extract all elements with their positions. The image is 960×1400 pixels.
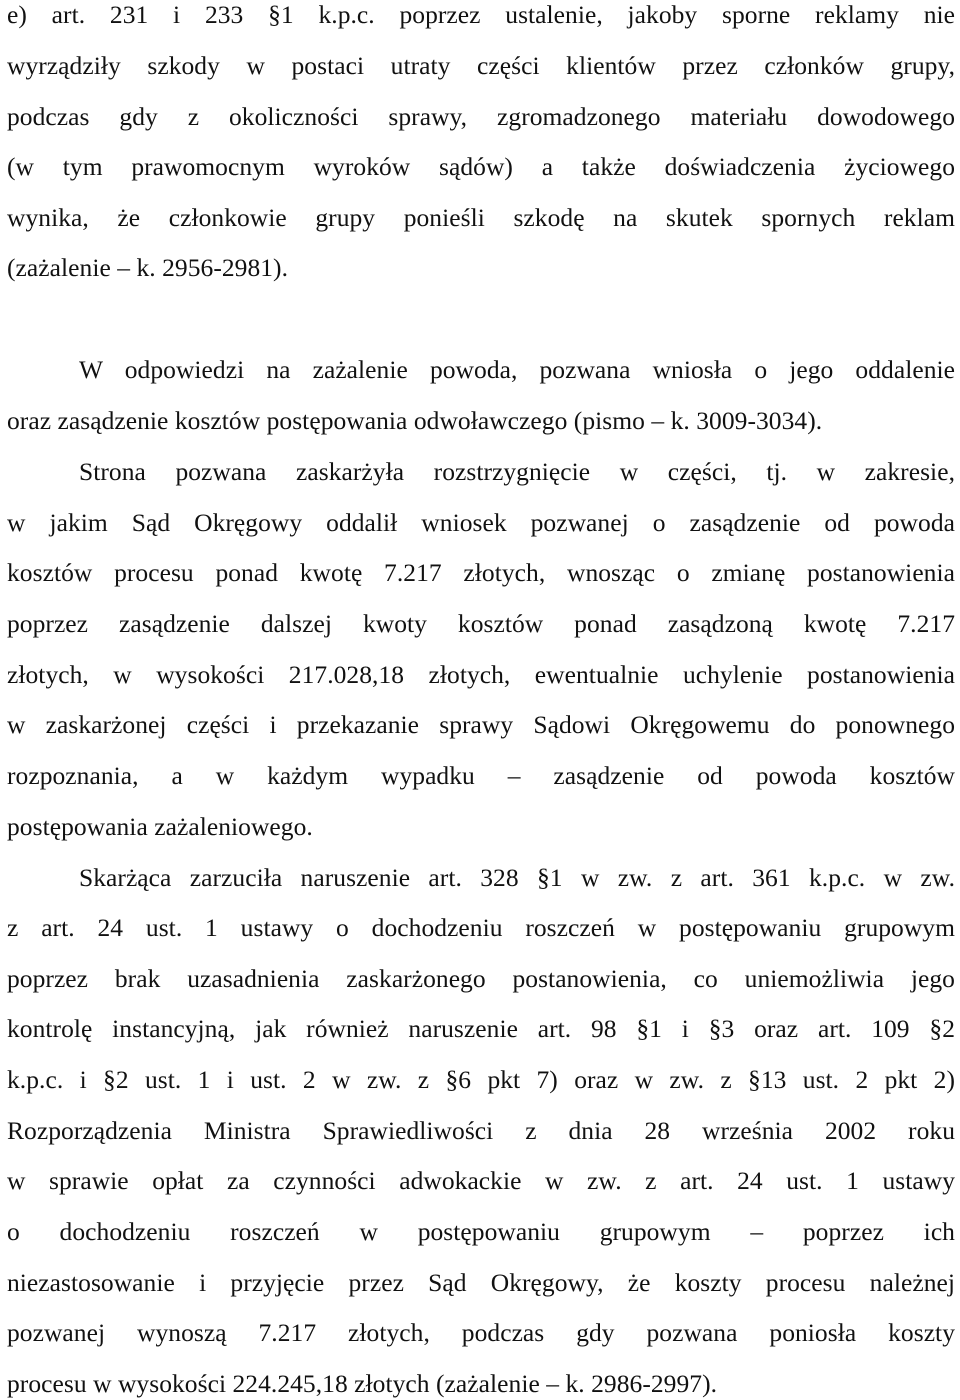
text-line: e) art. 231 i 233 §1 k.p.c. poprzez ustalenie, jakoby sporne reklamy nie bbox=[7, 0, 955, 29]
text-line: procesu w wysokości 224.245,18 złotych (zażalenie – k. 2986-2997). bbox=[7, 1369, 718, 1398]
text-line: w sprawie opłat za czynności adwokackie w zw. z art. 24 ust. 1 ustawy bbox=[7, 1166, 955, 1195]
text-line: kontrolę instancyjną, jak również naruszenie art. 98 §1 i §3 oraz art. 109 §2 bbox=[7, 1014, 955, 1043]
text-line: oraz zasądzenie kosztów postępowania odwoławczego (pismo – k. 3009-3034). bbox=[7, 406, 823, 435]
text-line: pozwanej wynoszą 7.217 złotych, podczas gdy pozwana poniosła koszty bbox=[7, 1318, 955, 1347]
text-line: wynika, że członkowie grupy ponieśli szkodę na skutek spornych reklam bbox=[7, 203, 955, 232]
text-line: kosztów procesu ponad kwotę 7.217 złotych, wnosząc o zmianę postanowienia bbox=[7, 558, 955, 587]
text-line: rozpoznania, a w każdym wypadku – zasądzenie od powoda kosztów bbox=[7, 761, 955, 790]
text-line: o dochodzeniu roszczeń w postępowaniu grupowym – poprzez ich bbox=[7, 1217, 955, 1246]
text-line: podczas gdy z okoliczności sprawy, zgromadzonego materiału dowodowego bbox=[7, 102, 955, 131]
text-line: wyrządziły szkody w postaci utraty części klientów przez członków grupy, bbox=[7, 51, 955, 80]
text-line: złotych, w wysokości 217.028,18 złotych, ewentualnie uchylenie postanowienia bbox=[7, 660, 955, 689]
text-line: w jakim Sąd Okręgowy oddalił wniosek pozwanej o zasądzenie od powoda bbox=[7, 508, 955, 537]
text-line: (w tym prawomocnym wyroków sądów) a także doświadczenia życiowego bbox=[7, 152, 955, 181]
text-line: Strona pozwana zaskarżyła rozstrzygnięcie w części, tj. w zakresie, bbox=[79, 457, 955, 486]
text-line: W odpowiedzi na zażalenie powoda, pozwana wniosła o jego oddalenie bbox=[79, 355, 955, 384]
text-line: poprzez brak uzasadnienia zaskarżonego postanowienia, co uniemożliwia jego bbox=[7, 964, 955, 993]
text-line: (zażalenie – k. 2956-2981). bbox=[7, 253, 289, 282]
text-line: Skarżąca zarzuciła naruszenie art. 328 §1 w zw. z art. 361 k.p.c. w zw. bbox=[79, 863, 955, 892]
text-line: postępowania zażaleniowego. bbox=[7, 812, 313, 841]
text-line: niezastosowanie i przyjęcie przez Sąd Okręgowy, że koszty procesu należnej bbox=[7, 1268, 955, 1297]
text-line: w zaskarżonej części i przekazanie sprawy Sądowi Okręgowemu do ponownego bbox=[7, 710, 955, 739]
text-line: k.p.c. i §2 ust. 1 i ust. 2 w zw. z §6 pkt 7) oraz w zw. z §13 ust. 2 pkt 2) bbox=[7, 1065, 955, 1094]
text-line: poprzez zasądzenie dalszej kwoty kosztów ponad zasądzoną kwotę 7.217 bbox=[7, 609, 955, 638]
text-line: Rozporządzenia Ministra Sprawiedliwości z dnia 28 września 2002 roku bbox=[7, 1116, 955, 1145]
text-line: z art. 24 ust. 1 ustawy o dochodzeniu roszczeń w postępowaniu grupowym bbox=[7, 913, 955, 942]
